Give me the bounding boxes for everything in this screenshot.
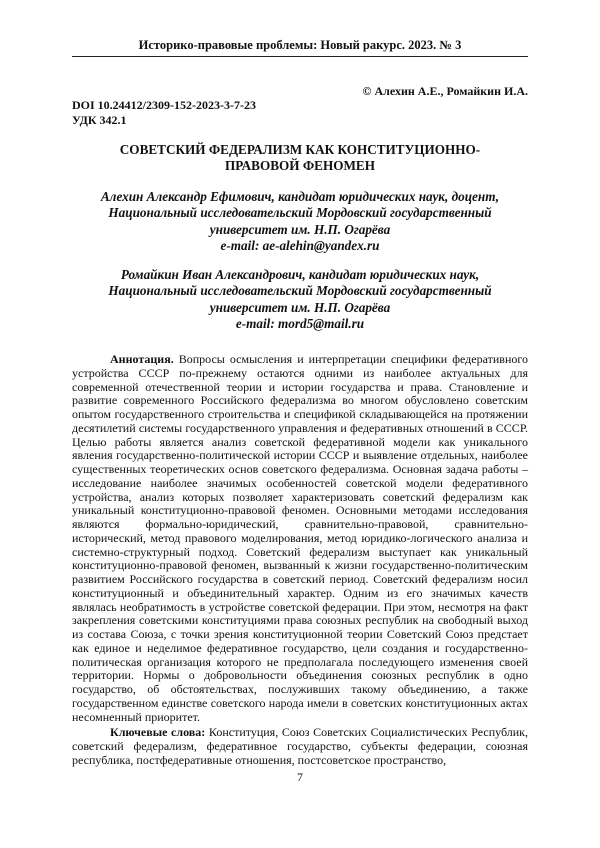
doi-line: DOI 10.24412/2309-152-2023-3-7-23 <box>72 98 256 112</box>
keywords-paragraph <box>72 726 528 767</box>
udk-line: УДК 342.1 <box>72 113 127 127</box>
author-affiliation: Национальный исследовательский Мордовский государственный <box>108 205 492 221</box>
copyright-line: © Алехин А.Е., Ромайкин И.А. <box>362 84 528 98</box>
author-affiliation: Национальный исследовательский Мордовский государственный <box>108 283 492 299</box>
author-affiliation: университет им. Н.П. Огарёва <box>209 299 391 315</box>
author-affiliation: университет им. Н.П. Огарёва <box>209 221 391 237</box>
title-line: СОВЕТСКИЙ ФЕДЕРАЛИЗМ КАК КОНСТИТУЦИОННО- <box>119 142 481 157</box>
keywords-label: Ключевые слова: <box>110 725 206 739</box>
author-block <box>72 267 528 332</box>
author-name: Ромайкин Иван Александрович, кандидат юридических наук, <box>120 267 480 282</box>
author-email: e-mail: ae-alehin@yandex.ru <box>220 237 380 253</box>
abstract-text: Вопросы осмысления и интерпретации специфики федеративного устройства СССР по-прежнему остаются одними из наиболее актуальных для современной отечественной теории и истории государства и права. Становление и развитие современного Российского федерализма во многом обусловлено советским опытом государственного строительства и спецификой складывающейся на протяжении десятилетий системы государственного управления и федеративных отношений в СССР. Целью работы является анализ советской федеративной модели как уникального явления государственно-политической истории СССР и выявление отдельных, наиболее существенных теоретических основ советского федерализма. Основная задача работы – исследование наиболее значимых особенностей советской модели федеративного устройства, анализ которых позволяет характеризовать советский федерализм как уникальный конституционно-правовой феномен. Основными методами исследования являются формально-юридический, сравнительно-правовой, сравнительно-исторический, метод правового моделирования, метод юридико-логического анализа и системно-структурный подход. Советский федерализм выступает как уникальный конституционно-правовой феномен, вызванный к жизни государственно-политическим развитием Российского государства в советский период. Советский федерализм носил конституционный и объединительный характер. Одним из его значимых качеств являлась необратимость в устройстве советской федерации. При этом, несмотря на факт закрепления советскими конституциями права союзных республик на свободный выход из состава Союза, с точки зрения конституционной теории Советский Союз предстает как единое и неделимое федеративное государство, цели создания и государственно-политическая организация которого не предполагала последующего изменения своей территории. Нормы о добровольности объединения союзных республик в одно государство, об обстоятельствах, послуживших такому объединению, а также государственном единстве советского народа имели в советских конституционных актах несомненный приоритет. <box>72 352 528 724</box>
author-name: Алехин Александр Ефимович, кандидат юридических наук, доцент, <box>100 189 500 204</box>
abstract-paragraph <box>72 353 528 724</box>
abstract-label: Аннотация. <box>110 352 174 366</box>
author-block <box>72 189 528 254</box>
author-email: e-mail: mord5@mail.ru <box>235 315 365 331</box>
title-line: ПРАВОВОЙ ФЕНОМЕН <box>225 158 375 173</box>
header-rule <box>72 56 528 57</box>
article-title <box>72 142 528 174</box>
page-number: 7 <box>297 770 303 784</box>
keywords-text: Конституция, Союз Советских Социалистических Республик, советский федерализм, федеративное государство, субъекты федерации, союзная республика, постфедеративные отношения, постсоветское пространство, <box>72 725 529 767</box>
running-title: Историко-правовые проблемы: Новый ракурс. 2023. № 3 <box>138 38 462 52</box>
